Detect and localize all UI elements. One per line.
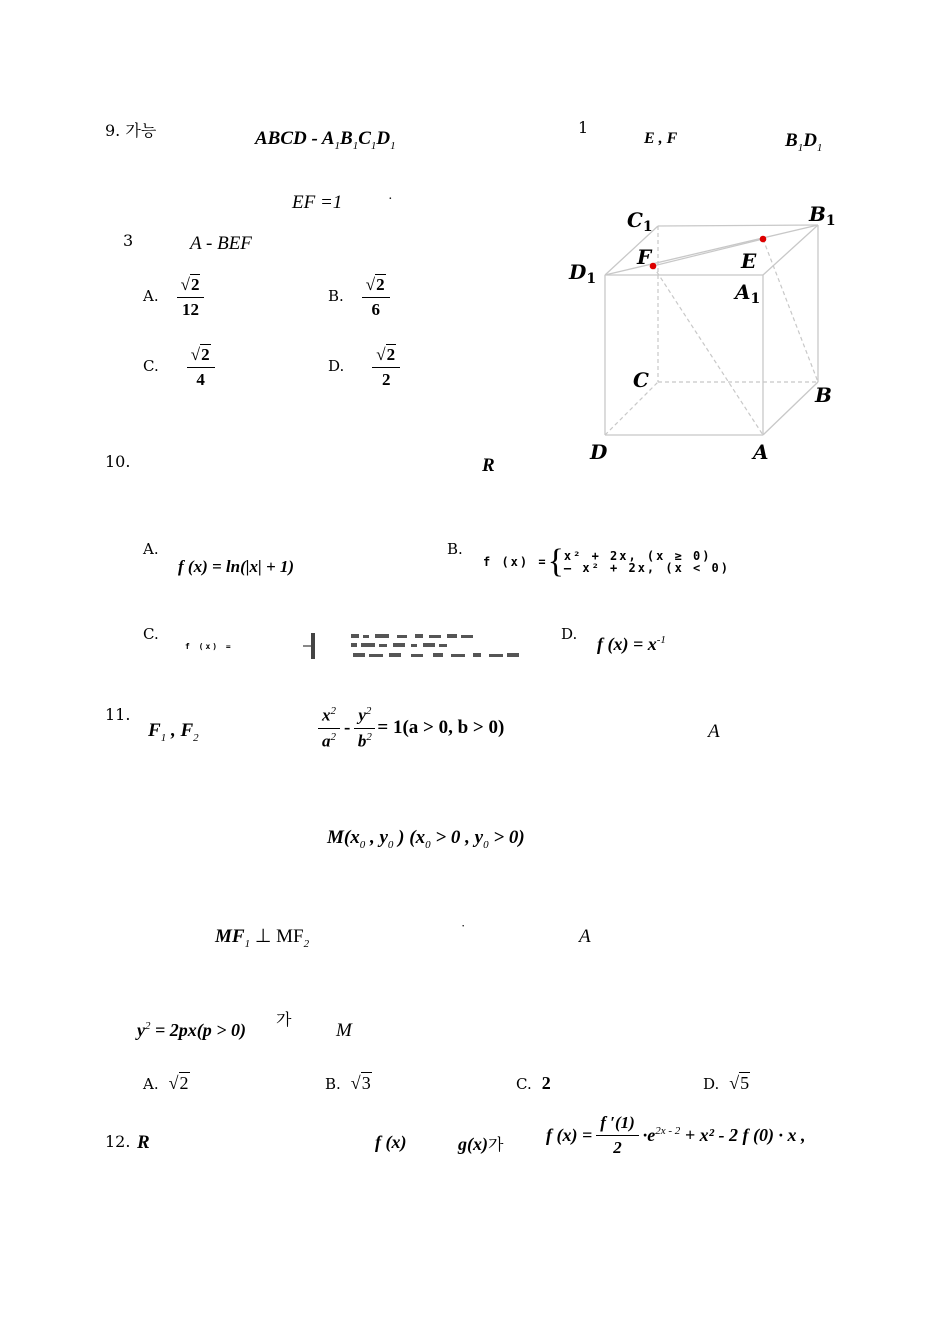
brace-icon: { [547, 543, 564, 580]
q12-number: 12. [105, 1132, 131, 1151]
edge-c1-b1 [658, 225, 818, 226]
q10-option-c-letter[interactable]: C. [143, 625, 159, 643]
label-b1: $B_1$ [809, 202, 836, 229]
equation-rest: = 1(a > 0, b > 0) [377, 717, 505, 739]
q11-number: 11. [105, 705, 131, 724]
q9-points-ef: E , F [644, 130, 678, 147]
option-value: √3 [350, 1073, 371, 1093]
q11-option-d[interactable] [703, 1073, 750, 1094]
q12-function-definition [546, 1113, 805, 1158]
edge-a-b [763, 382, 818, 435]
label-d1: $D_1$ [569, 260, 597, 287]
q11-foci: $F_1$ , $F_2$ [148, 720, 199, 744]
q9-cube-name: ABCD - $A_1B_1C_1D_1$ [255, 128, 396, 152]
option-letter: B. [325, 1075, 341, 1093]
q11-perpendicular: $MF_1$ ⊥ $MF_2$ [215, 926, 310, 950]
q12-gx: g(x)가 [458, 1134, 504, 1154]
definition-lhs: f (x) = [546, 1125, 593, 1145]
q10-number: 10. [105, 452, 131, 471]
label-f: F [637, 245, 652, 269]
fraction-x: $\frac{x^2}{a^2}$ [318, 705, 340, 751]
case-2: – x² + 2x, (x < 0) [563, 561, 730, 575]
q10-option-d-letter[interactable]: D. [561, 625, 578, 643]
q10-option-b [483, 543, 730, 580]
q10-option-b-letter[interactable]: B. [447, 540, 463, 558]
option-letter: B. [328, 287, 344, 306]
q9-one: 1 [578, 118, 589, 137]
label-e: E [741, 249, 757, 273]
q11-m: M [336, 1020, 352, 1041]
q10-option-a: f (x) = ln(|x| + 1) [178, 557, 295, 576]
option-value: √2 [168, 1073, 189, 1093]
q9-three: 3 [123, 231, 134, 250]
q9-tetrahedron: A - BEF [190, 233, 252, 254]
q10-domain: R [482, 455, 495, 476]
option-value: 2 [541, 1073, 551, 1093]
q11-point-m: $M(x_0$ , $y_0$ ) ($x_0 > 0$ , $y_0 > 0$) [327, 827, 525, 851]
label-d: D [590, 440, 608, 464]
q9-ef-length: EF =1 [292, 192, 343, 213]
option-fraction: $\frac{√2}{12}$ [177, 275, 205, 320]
q10-option-c [185, 630, 543, 662]
option-letter: D. [703, 1075, 720, 1093]
q9-option-a[interactable] [143, 275, 204, 320]
option-fraction: $\frac{√2}{6}$ [362, 275, 390, 320]
q9-diagonal: $B_1D_1$ [785, 130, 823, 154]
q9-option-d[interactable] [328, 345, 400, 390]
edge-b1-a1 [763, 225, 818, 275]
piecewise-lhs: f (x) = [185, 641, 233, 651]
q11-option-a[interactable] [143, 1073, 190, 1094]
q10-option-d: f $(x) = x^{-1}$ [597, 634, 666, 654]
q11-option-b[interactable] [325, 1073, 372, 1094]
definition-rest: $\cdot e^{2x - 2} + x^2 - 2$ f (0) · x , [642, 1125, 806, 1145]
q11-parabola: $y^2 = 2px(p > 0)$ [137, 1020, 247, 1040]
label-a: A [753, 440, 769, 464]
q10-option-a-letter[interactable]: A. [143, 540, 159, 558]
edge-d-c [605, 382, 658, 435]
q9-option-b[interactable] [328, 275, 390, 320]
option-fraction: $\frac{√2}{4}$ [187, 345, 215, 390]
q11-hyperbola-equation: $\frac{x^2}{a^2}$ - $\frac{y^2}{b^2}$ = 1(a > 0, b > 0) [318, 705, 504, 751]
q11-option-c[interactable] [516, 1073, 551, 1094]
segment-e-b [763, 239, 818, 382]
label-a1: $A_1$ [735, 280, 761, 307]
option-letter: C. [143, 357, 159, 376]
piecewise-cases [564, 550, 730, 574]
fraction-y: $\frac{y^2}{b^2}$ [354, 705, 375, 751]
q11-point-a: A [708, 721, 720, 742]
q12-fx: f (x) [375, 1132, 407, 1152]
q12-domain: R [137, 1132, 150, 1153]
case-1: x² + 2x, (x ≥ 0) [563, 549, 712, 563]
option-letter: C. [516, 1075, 532, 1093]
option-value: √5 [729, 1073, 750, 1093]
q9-number: 9. 가능 [105, 121, 157, 140]
cube-figure [560, 195, 860, 475]
option-letter: A. [143, 287, 159, 306]
point-e [760, 236, 767, 243]
option-letter: A. [143, 1075, 159, 1093]
piecewise-lhs: f (x) = [483, 555, 548, 569]
option-fraction: $\frac{√2}{2}$ [372, 345, 400, 390]
q9-option-c[interactable] [143, 345, 215, 390]
q11-ga: 가 [276, 1010, 292, 1029]
q9-dot: · [388, 192, 393, 207]
label-b: B [815, 383, 832, 407]
fraction-derivative: $\frac{f '(1)}{2}$ [596, 1113, 639, 1158]
label-c: C [633, 368, 649, 392]
piecewise-cases-garbled [233, 630, 543, 662]
q11-point-a2: A [579, 926, 591, 947]
q11-dot: · [461, 918, 466, 933]
label-c1: $C_1$ [627, 208, 653, 235]
option-letter: D. [328, 357, 345, 376]
